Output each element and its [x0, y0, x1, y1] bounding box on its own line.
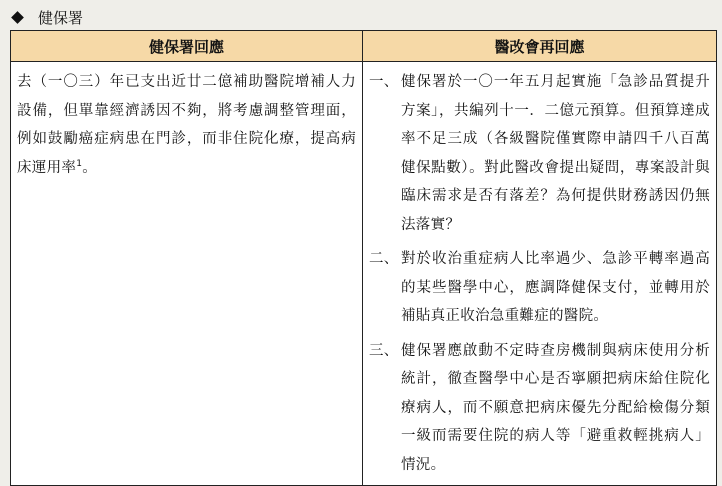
diamond-bullet-icon — [11, 11, 24, 24]
list-item-text: 健保署應啟動不定時查房機制與病床使用分析統計，徹查醫學中心是否寧願把病床給住院化療病人，而不願意把病床優先分配給檢傷分類一級而需要住院的病人等「避重救輕挑病人」情況。 — [401, 342, 710, 473]
nhia-response-end: 。 — [82, 159, 98, 176]
list-item-number: 三、 — [369, 342, 399, 359]
response-table — [10, 30, 717, 486]
list-item-text: 健保署於一〇一年五月起實施「急診品質提升方案」，共編列十一．二億元預算。但預算達成率不足三成（各級醫院僅實際申請四千八百萬健保點數）。對此醫改會提出疑問，專案設計與臨床需求是否有落差？為何提供財務誘因仍無法落實？ — [401, 74, 710, 233]
list-item — [369, 245, 710, 331]
section-heading — [10, 6, 83, 28]
list-item — [369, 68, 710, 239]
list-item-text: 對於收治重症病人比率過少、急診平轉率過高的某些醫學中心，應調降健保支付，並轉用於補貼真正收治急重難症的醫院。 — [401, 251, 710, 324]
list-item-number: 二、 — [369, 251, 399, 267]
header-reform-response: 醫改會再回應 — [363, 31, 717, 62]
table-row — [11, 62, 717, 486]
list-item-number: 一、 — [369, 74, 399, 90]
nhia-response-text: 去（一〇三）年已支出近廿二億補助醫院增補人力設備，但單靠經濟誘因不夠，將考慮調整管理面，例如鼓勵癌症病患在門診，而非住院化療，提高病床運用率 — [17, 74, 356, 176]
list-item — [369, 337, 710, 480]
reform-response-cell — [363, 62, 717, 486]
nhia-response-cell — [11, 62, 363, 486]
header-nhia-response: 健保署回應 — [11, 31, 363, 62]
section-title: 健保署 — [38, 8, 84, 27]
footnote-marker: 1 — [76, 158, 83, 169]
table-header-row — [11, 31, 717, 62]
